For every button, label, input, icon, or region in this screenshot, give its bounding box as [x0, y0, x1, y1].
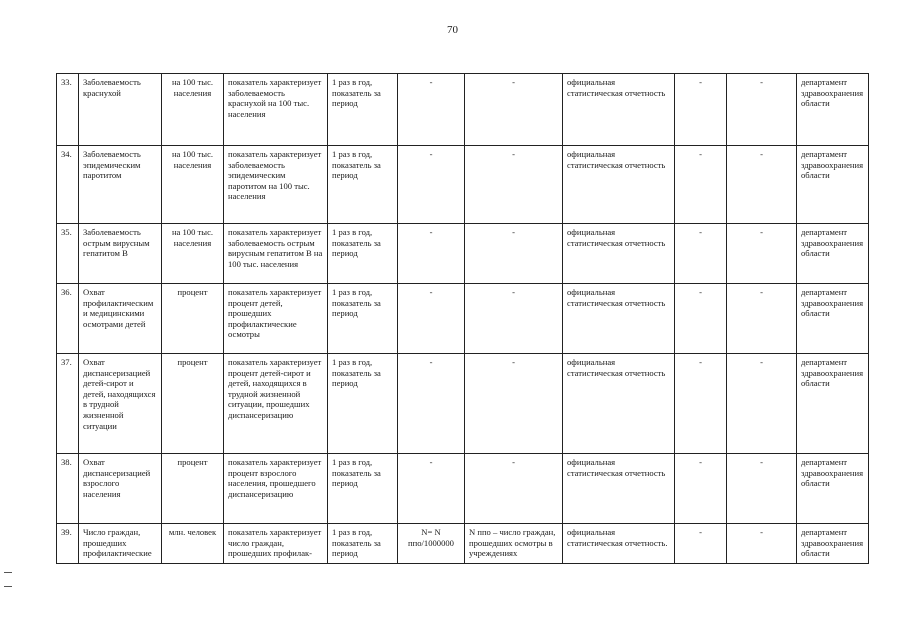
- definition-cell: показатель характеризует заболеваемость острым вирусным гепатитом В на 100 тыс. населения: [224, 224, 328, 284]
- definition-cell: показатель характеризует заболеваемость краснухой на 100 тыс. населения: [224, 74, 328, 146]
- responsible-cell: департамент здравоохранения области: [797, 74, 869, 146]
- components-cell: -: [465, 74, 563, 146]
- column-10-cell: -: [727, 354, 797, 454]
- column-10-cell: -: [727, 224, 797, 284]
- frequency-cell: 1 раз в год, показатель за период: [328, 146, 398, 224]
- indicator-name: Охват профилактическими медицинскими осмотрами детей: [79, 284, 162, 354]
- unit-cell: млн. человек: [162, 524, 224, 564]
- definition-cell: показатель характеризует заболеваемость эпидемическим паротитом на 100 тыс. населения: [224, 146, 328, 224]
- source-cell: официальная статистическая отчетность: [563, 354, 675, 454]
- responsible-cell: департамент здравоохранения области: [797, 224, 869, 284]
- column-10-cell: -: [727, 146, 797, 224]
- indicator-name: Заболеваемость краснухой: [79, 74, 162, 146]
- column-9-cell: -: [675, 74, 727, 146]
- frequency-cell: 1 раз в год, показатель за период: [328, 74, 398, 146]
- row-number: 39.: [57, 524, 79, 564]
- table-row: [57, 284, 869, 354]
- margin-mark: [4, 572, 12, 573]
- formula-cell: -: [398, 284, 465, 354]
- formula-cell: -: [398, 74, 465, 146]
- unit-cell: процент: [162, 354, 224, 454]
- unit-cell: процент: [162, 284, 224, 354]
- table-row: [57, 454, 869, 524]
- source-cell: официальная статистическая отчетность.: [563, 524, 675, 564]
- frequency-cell: 1 раз в год, показатель за период: [328, 354, 398, 454]
- indicator-name: Заболеваемость эпидемическим паротитом: [79, 146, 162, 224]
- table-row: [57, 354, 869, 454]
- components-cell: -: [465, 284, 563, 354]
- formula-cell: N= N ппо/1000000: [398, 524, 465, 564]
- frequency-cell: 1 раз в год, показатель за период: [328, 284, 398, 354]
- column-9-cell: -: [675, 524, 727, 564]
- formula-cell: -: [398, 354, 465, 454]
- source-cell: официальная статистическая отчетность: [563, 454, 675, 524]
- formula-cell: -: [398, 454, 465, 524]
- page-number: 70: [447, 24, 458, 36]
- indicator-name: Число граждан, прошедших профилактические: [79, 524, 162, 564]
- formula-cell: -: [398, 224, 465, 284]
- components-cell: -: [465, 224, 563, 284]
- column-9-cell: -: [675, 146, 727, 224]
- indicator-name: Охват диспансеризацией взрослого населения: [79, 454, 162, 524]
- table-row: [57, 524, 869, 564]
- source-cell: официальная статистическая отчетность: [563, 284, 675, 354]
- column-9-cell: -: [675, 454, 727, 524]
- row-number: 34.: [57, 146, 79, 224]
- row-number: 36.: [57, 284, 79, 354]
- components-cell: -: [465, 146, 563, 224]
- unit-cell: на 100 тыс. населения: [162, 224, 224, 284]
- column-9-cell: -: [675, 224, 727, 284]
- unit-cell: на 100 тыс. населения: [162, 74, 224, 146]
- row-number: 35.: [57, 224, 79, 284]
- frequency-cell: 1 раз в год, показатель за период: [328, 524, 398, 564]
- source-cell: официальная статистическая отчетность: [563, 224, 675, 284]
- indicator-name: Заболеваемость острым вирусным гепатитом В: [79, 224, 162, 284]
- row-number: 38.: [57, 454, 79, 524]
- table-row: [57, 146, 869, 224]
- definition-cell: показатель характеризует число граждан, прошедших профилак-: [224, 524, 328, 564]
- frequency-cell: 1 раз в год, показатель за период: [328, 224, 398, 284]
- row-number: 33.: [57, 74, 79, 146]
- responsible-cell: департамент здравоохранения области: [797, 454, 869, 524]
- responsible-cell: департамент здравоохранения области: [797, 524, 869, 564]
- table-row: [57, 224, 869, 284]
- source-cell: официальная статистическая отчетность: [563, 74, 675, 146]
- column-10-cell: -: [727, 454, 797, 524]
- margin-mark: [4, 586, 12, 587]
- components-cell: -: [465, 454, 563, 524]
- components-cell: N ппо – число граждан, прошедших осмотры в учреждениях: [465, 524, 563, 564]
- responsible-cell: департамент здравоохранения области: [797, 354, 869, 454]
- unit-cell: процент: [162, 454, 224, 524]
- row-number: 37.: [57, 354, 79, 454]
- indicators-table: [56, 73, 869, 564]
- column-10-cell: -: [727, 524, 797, 564]
- frequency-cell: 1 раз в год, показатель за период: [328, 454, 398, 524]
- components-cell: -: [465, 354, 563, 454]
- responsible-cell: департамент здравоохранения области: [797, 146, 869, 224]
- source-cell: официальная статистическая отчетность: [563, 146, 675, 224]
- definition-cell: показатель характеризует процент детей-сирот и детей, находящихся в трудной жизненной ситуации, прошедших диспансеризацию: [224, 354, 328, 454]
- formula-cell: -: [398, 146, 465, 224]
- indicator-name: Охват диспансеризацией детей-сирот и детей, находящихся в трудной жизненной ситуации: [79, 354, 162, 454]
- table-row: [57, 74, 869, 146]
- column-9-cell: -: [675, 284, 727, 354]
- column-10-cell: -: [727, 284, 797, 354]
- definition-cell: показатель характеризует процент взрослого населения, прошедшего диспансеризацию: [224, 454, 328, 524]
- definition-cell: показатель характеризует процент детей, прошедших профилактические осмотры: [224, 284, 328, 354]
- column-9-cell: -: [675, 354, 727, 454]
- column-10-cell: -: [727, 74, 797, 146]
- unit-cell: на 100 тыс. населения: [162, 146, 224, 224]
- responsible-cell: департамент здравоохранения области: [797, 284, 869, 354]
